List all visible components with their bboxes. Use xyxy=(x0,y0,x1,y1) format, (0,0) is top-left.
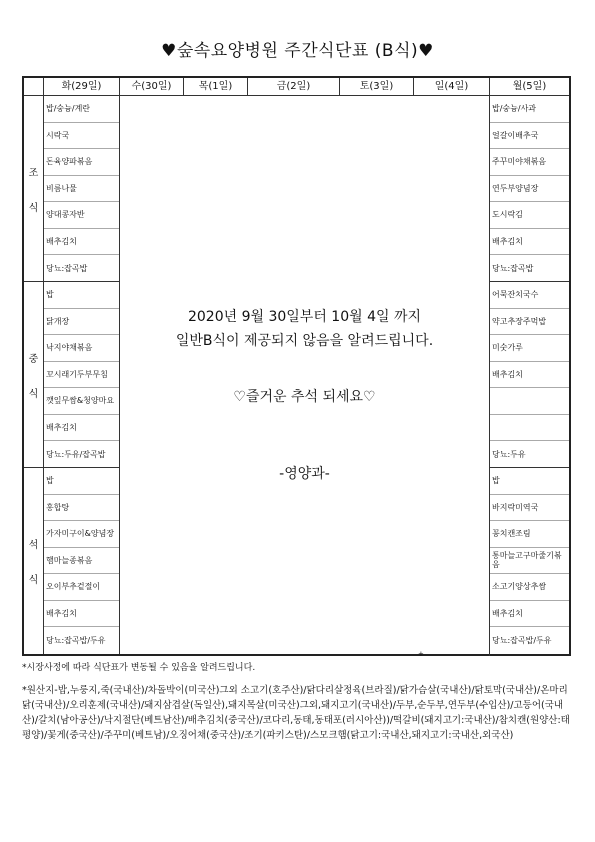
meal-label-char: 식 xyxy=(28,575,39,586)
meal-label-lunch xyxy=(24,282,44,468)
menu-item: 비름나물 xyxy=(44,176,119,203)
menu-item: 주꾸미야채볶음 xyxy=(490,149,569,176)
monday-breakfast xyxy=(490,96,569,282)
menu-item: 양대콩자반 xyxy=(44,202,119,229)
menu-item: 밥 xyxy=(490,468,569,495)
menu-item: 밥/숭늉/사과 xyxy=(490,96,569,123)
header-day-wed: 수(30일) xyxy=(120,78,184,96)
menu-change-note: *시장사정에 따라 식단표가 변동될 수 있음을 알려드립니다. xyxy=(22,663,256,673)
menu-item: 당뇨:두유/잡곡밥 xyxy=(46,449,106,459)
menu-item xyxy=(490,388,569,415)
header-day-thu: 목(1일) xyxy=(184,78,248,96)
menu-item: 배추김치 xyxy=(44,415,119,442)
menu-item: 미숫가루 xyxy=(490,335,569,362)
menu-item: 도시락김 xyxy=(490,202,569,229)
header-corner xyxy=(24,78,44,96)
menu-item: 당뇨:잡곡밥 xyxy=(46,263,88,273)
header-day-mon: 월(5일) xyxy=(490,78,569,96)
meal-label-dinner xyxy=(24,468,44,654)
menu-item: 배추김치 xyxy=(44,601,119,628)
menu-item: 돈육양파볶음 xyxy=(44,149,119,176)
menu-item: 배추김치 xyxy=(490,229,569,256)
menu-item: 꽁치캔조림 xyxy=(490,521,569,548)
holiday-notice xyxy=(120,96,490,656)
menu-item: 소고기양상추쌈 xyxy=(490,574,569,601)
menu-item: 닭개장 xyxy=(44,309,119,336)
header-day-sun: 일(4일) xyxy=(414,78,490,96)
tuesday-dinner xyxy=(44,468,120,654)
menu-item: 낙지야채볶음 xyxy=(44,335,119,362)
menu-item: 깻잎무쌈&청양마요 xyxy=(44,388,119,415)
notice-dates: 2020년 9월 30일부터 10월 4일 까지 xyxy=(187,309,422,325)
menu-item: 밥/숭늉/계란 xyxy=(44,96,119,123)
meal-label-char: 석 xyxy=(28,540,39,551)
header-day-sat: 토(3일) xyxy=(340,78,414,96)
menu-item xyxy=(490,415,569,442)
menu-item: 당뇨:잡곡밥/두유 xyxy=(46,635,106,645)
menu-item: 오이부추겉절이 xyxy=(44,574,119,601)
monday-dinner xyxy=(490,468,569,654)
meal-label-breakfast xyxy=(24,96,44,282)
menu-item: 당뇨:두유 xyxy=(492,449,526,459)
menu-item: 시락국 xyxy=(44,123,119,150)
menu-item: 당뇨:잡곡밥 xyxy=(492,263,534,273)
menu-item: 바지락미역국 xyxy=(490,495,569,522)
menu-item: 약고추장주먹밥 xyxy=(490,309,569,336)
tuesday-breakfast xyxy=(44,96,120,282)
menu-item: 햄마늘종볶음 xyxy=(44,548,119,575)
menu-item: 밥 xyxy=(44,468,119,495)
menu-item: 홍합탕 xyxy=(44,495,119,522)
menu-item: 연두부양념장 xyxy=(490,176,569,203)
meal-label-char: 식 xyxy=(28,202,39,214)
menu-item: 통마늘고구마줄기볶음 xyxy=(490,548,569,575)
menu-item: 꼬시래기두부무침 xyxy=(44,362,119,389)
header-day-fri: 금(2일) xyxy=(248,78,340,96)
menu-table xyxy=(22,76,571,656)
monday-lunch xyxy=(490,282,569,468)
header-day-tue: 화(29일) xyxy=(44,78,120,96)
menu-item: 배추김치 xyxy=(44,229,119,256)
meal-label-char: 중 xyxy=(28,353,39,365)
origin-note: *원산지-밥,누룽지,죽(국내산)/차돌박이(미국산)그외 소고기(호주산)/닭다리살정육(브라질)/닭가슴살(국내산)/닭토막(국내산)/온마리닭(국내산)/오리훈제(국내산)/돼지삼겹살(독일산),돼지목살(미국산)그외,돼지고기(국내산)/두부,순두부,연두부(수입산)/고등어(국내산)/갈치(남아공산)/낙지절단(베트남산)/배추김치(중국산)/코다리,동태,동태포(러시아산))/떡갈비(돼지고기:국내산)/참치캔(원양산:태평양)/꽃게(중국산)/주꾸미(베트남)/오징어채(중국산)/조기(파키스탄)/스모크햄(닭고기:국내산,돼지고기:국내산,외국산) xyxy=(22,685,570,741)
menu-item: 밥 xyxy=(44,282,119,309)
notice-message: 일반B식이 제공되지 않음을 알려드립니다. xyxy=(175,333,434,349)
notice-signature: -영양과- xyxy=(279,466,330,482)
menu-item: 어묵잔치국수 xyxy=(490,282,569,309)
menu-item: 얼갈이배추국 xyxy=(490,123,569,150)
menu-item: 당뇨:잡곡밥/두유 xyxy=(492,635,552,645)
menu-item: 배추김치 xyxy=(490,362,569,389)
menu-item: 가자미구이&양념장 xyxy=(44,521,119,548)
meal-label-char: 조 xyxy=(28,167,39,179)
plus-mark: + xyxy=(418,650,424,658)
meal-label-char: 식 xyxy=(28,388,39,400)
menu-item: 배추김치 xyxy=(490,601,569,628)
tuesday-lunch xyxy=(44,282,120,468)
notice-greeting: ♡즐거운 추석 되세요♡ xyxy=(233,389,376,405)
page-title: ♥숲속요양병원 주간식단표 (B식)♥ xyxy=(161,41,434,61)
